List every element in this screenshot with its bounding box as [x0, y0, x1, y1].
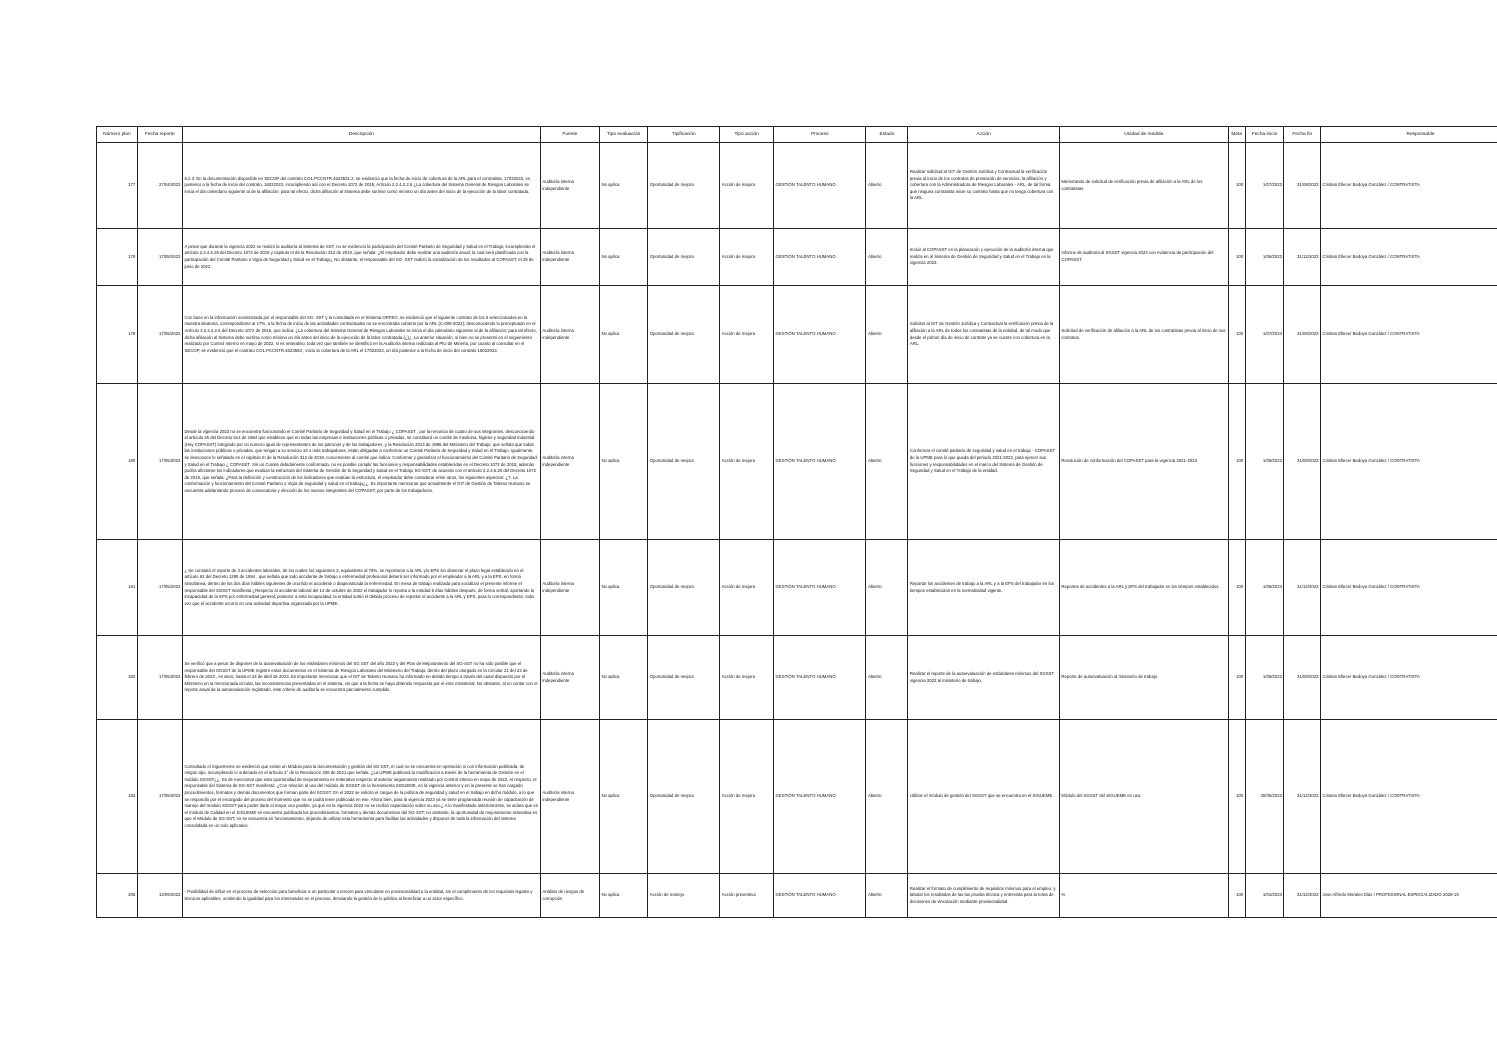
- header-fecha-inicio: Fecha inicio: [1245, 127, 1284, 143]
- cell-fuente: Auditoría interna independiente: [540, 229, 599, 286]
- cell-fuente: Auditoría interna independiente: [540, 143, 599, 229]
- cell-unidad-medida: Solicitud de verificación de afiliación a la ARL de los contratistas previa al inicio de sus contratos.: [1059, 286, 1228, 384]
- cell-tipo-evaluacion: No aplica: [599, 874, 647, 918]
- cell-proceso: GESTIÓN TALENTO HUMANO: [774, 720, 866, 874]
- cell-responsable: Cristian Ellecer Bedoya González / CONTRATISTA: [1321, 286, 1497, 384]
- cell-fecha-inicio: 1/07/2023: [1245, 286, 1284, 384]
- table-row: [97, 874, 1497, 918]
- cell-tipo-accion: Acción de mejora: [720, 636, 774, 720]
- cell-fecha-reporte: 27/04/2023: [137, 143, 182, 229]
- cell-tipificacion: Oportunidad de mejora: [648, 540, 720, 636]
- cell-responsable: Cristian Ellecer Bedoya González / CONTRATISTA: [1321, 229, 1497, 286]
- cell-responsable: Cristian Ellecer Bedoya González / CONTRATISTA: [1321, 143, 1497, 229]
- cell-fuente: Análisis de riesgos de corrupción: [540, 874, 599, 918]
- cell-unidad-medida: Resolución de conformación del COPASST para la vigencia 2021-2023.: [1059, 384, 1228, 540]
- cell-tipo-evaluacion: No aplica: [599, 229, 647, 286]
- cell-fecha-fin: 31/12/2023: [1284, 540, 1321, 636]
- cell-unidad-medida: Módulo del SGSST del SIGUEME en uso.: [1059, 720, 1228, 874]
- cell-accion: Solicitar al GIT de Gestión Jurídica y Contractual la verificación previa de la afiliación a la ARL de todos los contratistas de la entidad, de tal modo que desde el primer día de inicio de contrato ya se cuente con cobertura en la ARL.: [908, 286, 1060, 384]
- cell-fecha-fin: 31/08/2023: [1284, 143, 1321, 229]
- table-row: [97, 636, 1497, 720]
- cell-fecha-fin: 31/12/2023: [1284, 720, 1321, 874]
- cell-fuente: Auditoría interna independiente: [540, 720, 599, 874]
- cell-accion: Conformar el comité paritario de seguridad y salud en el trabajo - COPASST de la UPME para lo que queda del periodo 2021-2023, para ejercer sus funciones y responsabilidades en el marco del Sistema de Gestión de Seguridad y Salud en el Trabajo de la entidad.: [908, 384, 1060, 540]
- cell-accion: Realizar solicitud al GIT de Gestión Jurídica y Contractual la verificación previa al inicio de los contratos de prestación de servicios, la afiliación y cobertura con la Administradora de Riesgos Laborales - ARL, de tal forma que ninguna contratista inicie su contrato hasta que no tenga cobertura con la ARL.: [908, 143, 1060, 229]
- cell-responsable: Jose Alfredo Morales Diaz / PROFESIONAL ESPECIALIZADO 2028-19: [1321, 874, 1497, 918]
- header-fecha-fin: Fecha fin: [1284, 127, 1321, 143]
- cell-fuente: Auditoría interna independiente: [540, 286, 599, 384]
- cell-estado: Abierto: [866, 384, 908, 540]
- cell-responsable: Cristian Ellecer Bedoya González / CONTRATISTA: [1321, 636, 1497, 720]
- cell-fuente: Auditoría interna independiente: [540, 636, 599, 720]
- cell-fecha-fin: 31/08/2023: [1284, 286, 1321, 384]
- cell-tipificacion: Acción de manejo: [648, 874, 720, 918]
- cell-proceso: GESTIÓN TALENTO HUMANO: [774, 286, 866, 384]
- cell-meta: 100: [1228, 720, 1245, 874]
- cell-tipo-accion: Acción preventiva: [720, 874, 774, 918]
- cell-accion: Utilizar el módulo de gestión del SGSST que se encuentra en el SIGUEME.: [908, 720, 1060, 874]
- cell-numero: 178: [97, 229, 138, 286]
- cell-fecha-inicio: 1/01/2023: [1245, 874, 1284, 918]
- cell-numero: 181: [97, 540, 138, 636]
- cell-fecha-reporte: 12/09/2023: [137, 874, 182, 918]
- cell-fecha-fin: 31/08/2023: [1284, 636, 1321, 720]
- cell-tipo-accion: Acción de mejora: [720, 286, 774, 384]
- cell-tipo-evaluacion: No aplica: [599, 636, 647, 720]
- cell-tipificacion: Oportunidad de mejora: [648, 720, 720, 874]
- cell-estado: Abierto: [866, 636, 908, 720]
- cell-numero: 183: [97, 720, 138, 874]
- cell-proceso: GESTIÓN TALENTO HUMANO: [774, 384, 866, 540]
- header-row: [97, 127, 1497, 143]
- cell-fecha-inicio: 1/06/2023: [1245, 229, 1284, 286]
- cell-descripcion: Se verificó que a pesar de disponer de la autoevaluación de los estándares mínimos del SG SST del año 2022 y del Plan de Mejoramiento del SG-SST no ha sido posible que el responsable del SGSST de la UPME registre estos documentos en el Sistema de Riesgos Laborales del Ministerio del Trabajo, dentro del plazo otorgado en la Circular 21 del 23 de febrero de 2023 , es decir, hasta el 24 de abril de 2023. Es importante mencionar que el GIT de Talento Humano ha informado en debido tiempo a través del canal dispuesto por el Ministerio en la mencionada circular, las inconsistencias presentadas en el sistema, sin que a la fecha se haya obtenido respuesta por el ente ministerial. No obstante, al no contar con el reporte anual de la autoevaluación registrado, este criterio de auditoría se encuentra parcialmente cumplido.: [182, 636, 540, 720]
- table-row: [97, 720, 1497, 874]
- cell-tipificacion: Oportunidad de mejora: [648, 384, 720, 540]
- cell-tipificacion: Oportunidad de mejora: [648, 636, 720, 720]
- cell-unidad-medida: Informe de auditoría al SGSST vigencia 2023 con evidencia de participación del COPASST.: [1059, 229, 1228, 286]
- cell-unidad-medida: Memorando de solicitud de verificación previa de afiliación a la ARL de los contratistas.: [1059, 143, 1228, 229]
- cell-accion: Realizar el formato de cumplimiento de requisitos mínimos para el empleo, y tabular los resultados de las las prueba técnica y entrevista para la toma de decisiones de vinculación mediante provisionalidad.: [908, 874, 1060, 918]
- cell-descripcion: 6.2.3. En la documentación disponible en SECOP del contrato CO1.PCCNTR.4623531.2, se evidenció que la fecha de inicio de cobertura de la ARL para el contratista, 17032023, es posterior a la fecha de inicio del contrato, 16022023, incumpliendo así con el Decreto 1072 de 2015, Artículo 2.2.4.2.2.6 ¿La cobertura del Sistema General de Riesgos Laborales se inicia el día calendario siguiente al de la afiliación; para tal efecto, dicha afiliación al Sistema debe surtirse como mínimo un día antes del inicio de la ejecución de la labor contratada.: [182, 143, 540, 229]
- cell-descripcion: Con base en la información suministrada por el responsable del SG- SST y la consultada en el Sistema ORFEO, se evidenció que el siguiente contrato de los 6 seleccionados en la muestra aleatoria, correspondiente al 17%, a la fecha de inicio de las actividades contractuales no se encontraba cubierto por la ARL (C-008-2022); desconociendo lo preceptuado en el Artículo 2.2.4.2.2.6 del Decreto 1072 de 2015, que indica: ¿La cobertura del Sistema General de Riesgos Laborales se inicia el día calendario siguiente al de la afiliación; para tal efecto, dicha afiliación al Sistema debe surtirse como mínimo un día antes del inicio de la ejecución de la labor contratada.(¿)¿. La anterior situación, si bien no se presentó en el seguimiento realizado por Control Interno en mayo de 2022, si es reiterativo, toda vez que también se identificó en la Auditoría interna realizada al PIU de Minería, por cuanto al consultar en el SECOP, se evidenció que el contrato CO1.PCCNTR.4623553 , inicio la cobertura de la ARL el 17022023, un día posterior a la fecha de inicio del contrato 16022023.: [182, 286, 540, 384]
- cell-fecha-reporte: 17/05/2023: [137, 540, 182, 636]
- cell-estado: Abierto: [866, 229, 908, 286]
- header-tipo-accion: Tipo acción: [720, 127, 774, 143]
- cell-tipo-accion: Acción de mejora: [720, 143, 774, 229]
- table-row: [97, 143, 1497, 229]
- header-responsable: Responsable: [1321, 127, 1497, 143]
- cell-numero: 180: [97, 384, 138, 540]
- cell-fuente: Auditoría interna independiente: [540, 540, 599, 636]
- header-numero: Número plan: [97, 127, 138, 143]
- cell-unidad-medida: Reportes de accidentes a la ARL y EPS del trabajador en los tiempos establecidos.: [1059, 540, 1228, 636]
- cell-descripcion: - Posibilidad de influir en el proceso de selección para beneficiar a un particular o tercero para vincularse en provisionalidad a la entidad, sin el cumplimiento de los requisitos legales y técnicos aplicables, omitiendo la igualdad para los interesados en el proceso, desviando la gestión de lo público al beneficiar a un actor específico.: [182, 874, 540, 918]
- cell-estado: Abierto: [866, 874, 908, 918]
- cell-meta: 100: [1228, 874, 1245, 918]
- cell-tipificacion: Oportunidad de mejora: [648, 229, 720, 286]
- cell-fecha-reporte: 17/05/2023: [137, 720, 182, 874]
- cell-fecha-fin: 31/08/2023: [1284, 384, 1321, 540]
- cell-responsable: Cristian Ellecer Bedoya González / CONTRATISTA: [1321, 540, 1497, 636]
- cell-fecha-inicio: 1/07/2023: [1245, 143, 1284, 229]
- cell-fecha-reporte: 17/05/2023: [137, 229, 182, 286]
- header-fuente: Fuente: [540, 127, 599, 143]
- cell-proceso: GESTIÓN TALENTO HUMANO: [774, 636, 866, 720]
- cell-numero: 179: [97, 286, 138, 384]
- cell-tipificacion: Oportunidad de mejora: [648, 286, 720, 384]
- cell-tipo-evaluacion: No aplica: [599, 384, 647, 540]
- cell-fecha-reporte: 17/05/2023: [137, 286, 182, 384]
- cell-fecha-reporte: 17/05/2023: [137, 384, 182, 540]
- cell-numero: 182: [97, 636, 138, 720]
- cell-estado: Abierto: [866, 286, 908, 384]
- cell-descripcion: ¿ Se constató el reporte de 4 accidentes laborales, de los cuales los siguientes 3, equivalente al 75%, se reportaron a la ARL y/o EPS sin observar el plazo legal establecido en el artículo 62 del Decreto 1295 de 1994 , que señala que todo accidente de trabajo o enfermedad profesional deberá ser informado por el empleador a la ARL y a la EPS, en forma simultánea, dentro de los dos días hábiles siguientes de ocurrido el accidente o diagnosticada la enfermedad. En mesa de trabajo realizada para socializar el presente informe el responsable del SGSST manifiesta ¿Respecto al accidente laboral del 14 de octubre de 2022 el trabajador lo reporta a la entidad 6 días hábiles después, de forma verbal, aportando la incapacidad de la EPS por enfermedad general; posterior a esta incapacidad, la entidad surtió el debido proceso de reportar el accidente a la ARL y EPS, para lo correspondiente, toda vez que el accidente ocurrió en una actividad deportiva organizada por la UPME.: [182, 540, 540, 636]
- header-unidad-medida: Unidad de medida: [1059, 127, 1228, 143]
- cell-tipo-evaluacion: No aplica: [599, 540, 647, 636]
- cell-meta: 100: [1228, 143, 1245, 229]
- cell-proceso: GESTIÓN TALENTO HUMANO: [774, 229, 866, 286]
- cell-numero: 205: [97, 874, 138, 918]
- cell-meta: 100: [1228, 384, 1245, 540]
- cell-tipo-accion: Acción de mejora: [720, 229, 774, 286]
- action-plan-table: [96, 126, 1497, 918]
- cell-unidad-medida: Reporte de autoevaluación al ministerio de trabajo: [1059, 636, 1228, 720]
- cell-fecha-fin: 31/12/2023: [1284, 229, 1321, 286]
- cell-proceso: GESTIÓN TALENTO HUMANO: [774, 540, 866, 636]
- header-tipificacion: Tipificación: [648, 127, 720, 143]
- cell-tipo-accion: Acción de mejora: [720, 540, 774, 636]
- cell-tipificacion: Oportunidad de mejora: [648, 143, 720, 229]
- cell-tipo-evaluacion: No aplica: [599, 143, 647, 229]
- cell-descripcion: A pesar que durante la vigencia 2022 se realizó la auditoría al Sistema de SST, no se evidencio la participación del Comité Paritario de Seguridad y Salud en el Trabajo, incumpliendo el artículo 2.2.4.6.29 del Decreto 1072 de 2015 y capítulo III de la Resolución 312 de 2019, que señala: ¿El empleador debe realizar una auditoría anual, la cual será planificada con la participación del Comité Paritario o Vigía de Seguridad y Salud en el Trabajo¿ No obstante, el responsable del SG- SST realizó la socialización de los resultados al COPASST, el 29 de junio de 2022 .: [182, 229, 540, 286]
- cell-meta: 100: [1228, 636, 1245, 720]
- cell-tipo-evaluacion: No aplica: [599, 720, 647, 874]
- cell-fecha-reporte: 17/05/2023: [137, 636, 182, 720]
- cell-responsable: Cristian Ellecer Bedoya González / CONTRATISTA: [1321, 384, 1497, 540]
- cell-estado: Abierto: [866, 143, 908, 229]
- cell-fecha-inicio: 1/06/2023: [1245, 384, 1284, 540]
- cell-proceso: GESTIÓN TALENTO HUMANO: [774, 874, 866, 918]
- header-descripcion: Descripción: [182, 127, 540, 143]
- cell-fecha-fin: 31/12/2023: [1284, 874, 1321, 918]
- cell-meta: 100: [1228, 229, 1245, 286]
- header-meta: Meta: [1228, 127, 1245, 143]
- cell-responsable: Cristian Ellecer Bedoya González / CONTRATISTA: [1321, 720, 1497, 874]
- cell-accion: Incluir al COPASST en la planeación y ejecución de la auditoría interna que realiza en al Sistema de Gestión de Seguridad y Salud en el Trabajo en la vigencia 2023.: [908, 229, 1060, 286]
- cell-numero: 177: [97, 143, 138, 229]
- table-row: [97, 229, 1497, 286]
- table-row: [97, 286, 1497, 384]
- cell-accion: Realizar el reporte de la autoevaluación de estándares mínimos del SGSST vigencia 2022 al ministerio de trabajo.: [908, 636, 1060, 720]
- cell-fecha-inicio: 1/06/2023: [1245, 636, 1284, 720]
- table-row: [97, 540, 1497, 636]
- header-estado: Estado: [866, 127, 908, 143]
- cell-estado: Abierto: [866, 540, 908, 636]
- cell-descripcion: Consultado el Siguememe se evidenció que existe un Módulo para la documentación y gestión del SG-SST, el cual no se encuentra en operación ni con información publicada, de ningún tipo, incumpliendo lo ordenado en el artículo 2° de la Resolución 206 de 2021 que señala: ¿La UPME publicará la modificación a través de la herramienta de Gestión en el módulo SGSST¿¿. Es de mencionar que esta oportunidad de mejoramiento es reiterativa respecto al anterior seguimiento realizado por Control Interno en mayo de 2022. Al respecto, el responsable del Sistema de SG-SST manifestó: ¿Con relación al uso del módulo de SGSST de la herramienta SIGUEME, en la vigencia anterior y en la presente se han cargado procedimientos, formatos y demás documentos que forman parte del SGSST. En el 2022 se solicitó el cargue de la política de seguridad y salud en el trabajo en dicho módulo, a lo que se respondió por el encargado del proceso del momento que no se podía tener publicada en ese. Ahora bien, para la vigencia 2023 ya se tiene programada reunión de capacitación de manejo del módulo SGSST para poder darle el mayor uso posible, ya que en la vigencia 2022 no se recibió capacitación sobre su uso.¿ A lo manifestado anteriormente, se aclara que en el módulo de Calidad en el SIGUEME se encuentra publicada los procedimientos, formatos y demás documentos del SG-SST; no obstante, la oportunidad de mejoramiento reiterativa es que el Módulo de SG-SST, no se encuentra en funcionamiento, dejando de utilizar esta herramienta para facilitar las actividades y disponer de toda la información del sistema consolidada en un solo aplicativo.: [182, 720, 540, 874]
- cell-proceso: GESTIÓN TALENTO HUMANO: [774, 143, 866, 229]
- cell-fecha-inicio: 1/06/2023: [1245, 540, 1284, 636]
- header-accion: Acción: [908, 127, 1060, 143]
- cell-fuente: Auditoría interna independiente: [540, 384, 599, 540]
- cell-fecha-inicio: 30/05/2023: [1245, 720, 1284, 874]
- cell-descripcion: Desde la vigencia 2023 no se encuentra funcionando el Comité Paritario de Seguridad y Salud en el Trabajo ¿ COPASST , por la renuncia de cuatro de sus integrantes, desconociendo el artículo 25 del Decreto 614 de 1984 que establece que en todas las empresas e instituciones públicas o privadas, se constituirá un comité de medicina, higiene y seguridad industrial (Hoy COPASST) integrado por un número igual de representantes de los patronos y de los trabajadores, y la Resolución 2013 de 1986 del Ministerio del Trabajo, que señala que todas las instituciones públicas o privadas, que tengan a su servicio 10 o más trabajadores, están obligadas a conformar un Comité Paritario de Seguridad y Salud en el Trabajo. Igualmente, se desconoce lo señalado en el capítulo III de la Resolución 312 de 2019, concerniente al comité que indica: Conformar y garantizar el funcionamiento del Comité Paritario de Seguridad y Salud en el Trabajo ¿ COPASST. Sin un Comité debidamente conformado, no es posible cumplir las funciones y responsabilidades establecidas en el Decreto 1072 de 2015; además podría afectarse los indicadores que evalúan la estructura del Sistema de Gestión de la Seguridad y Salud en el Trabajo SG-SST, de acuerdo con el artículo 2.2.4.6.20 del Decreto 1072 de 2015, que señala: ¿Para la definición y construcción de los indicadores que evalúan la estructura, el empleador debe considerar entre otros, los siguientes aspectos: ¿7. La conformación y funcionamiento del Comité Paritario o Vigía de seguridad y salud en el trabajo¿¿. Es importante mencionar que actualmente el GIT de Gestión de Talento Humano se encuentra adelantando proceso de convocatoria y elección de los nuevos integrantes del COPASST, por parte de los trabajadores.: [182, 384, 540, 540]
- cell-estado: Abierto: [866, 720, 908, 874]
- cell-meta: 100: [1228, 286, 1245, 384]
- cell-tipo-accion: Acción de mejora: [720, 720, 774, 874]
- cell-unidad-medida: %: [1059, 874, 1228, 918]
- header-tipo-evaluacion: Tipo evaluación: [599, 127, 647, 143]
- header-fecha-reporte: Fecha reporte: [137, 127, 182, 143]
- table-row: [97, 384, 1497, 540]
- header-proceso: Proceso: [774, 127, 866, 143]
- cell-meta: 100: [1228, 540, 1245, 636]
- cell-tipo-evaluacion: No aplica: [599, 286, 647, 384]
- cell-accion: Reportar los accidentes de trabajo a la ARL y a la EPS del trabajador en los tiempos establecidos en la normatividad vigente.: [908, 540, 1060, 636]
- cell-tipo-accion: Acción de mejora: [720, 384, 774, 540]
